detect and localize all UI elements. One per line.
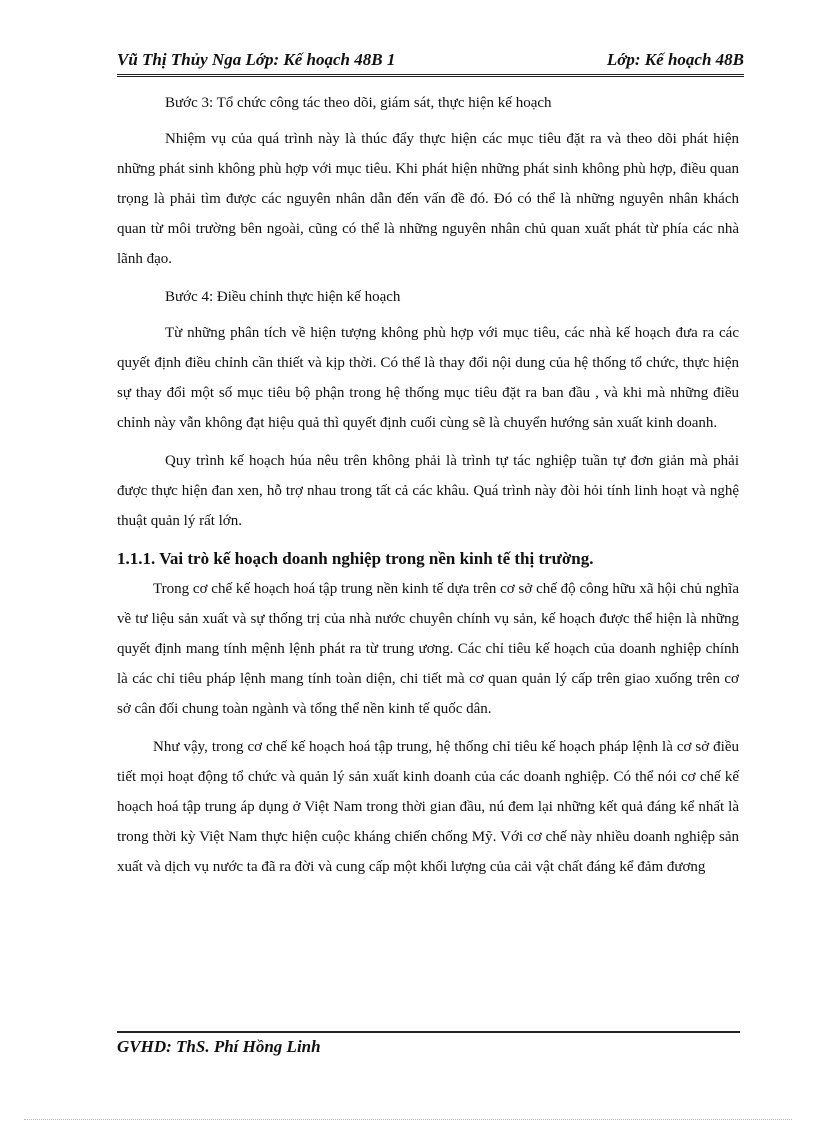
footer-supervisor: GVHD: ThS. Phí Hồng Linh [117, 1037, 321, 1056]
step-4-title: Bước 4: Điều chỉnh thực hiện kế hoạch [165, 289, 401, 305]
step-3-title: Bước 3: Tổ chức công tác theo dõi, giám sát, thực hiện kế hoạch [165, 95, 552, 111]
paragraph-5: Như vậy, trong cơ chế kế hoạch hoá tập trung, hệ thống chỉ tiêu kế hoạch pháp lệnh là cơ sở điều tiết mọi hoạt động tổ chức và quản lý sản xuất kinh doanh của các doanh nghiệp. Có thể nói cơ chế kế hoạch hoá tập trung áp dụng ở Việt Nam trong thời gian đầu, nú đem lại những kết quả đáng kể nhất là trong thời kỳ Việt Nam thực hiện cuộc kháng chiến chống Mỹ. Với cơ chế này nhiều doanh nghiệp sản xuất và dịch vụ nước ta đã ra đời và cung cấp một khối lượng của cải vật chất đáng kể đảm đương [117, 739, 739, 875]
header-author-class: Vũ Thị Thủy Nga Lớp: Kế hoạch 48B 1 [117, 50, 396, 69]
page-header [117, 48, 744, 77]
section-heading: 1.1.1. Vai trò kế hoạch doanh nghiệp trong nền kinh tế thị trường. [117, 549, 594, 568]
footer-divider [117, 1031, 740, 1033]
paragraph-4: Trong cơ chế kế hoạch hoá tập trung nền kinh tế dựa trên cơ sở chế độ công hữu xã hội chủ nghĩa về tư liệu sản xuất và sự thống trị của nhà nước chuyên chính vụ sản, kế hoạch được thể hiện là những quyết định mang tính mệnh lệnh phát ra từ trung ương. Các chỉ tiêu kế hoạch của doanh nghiệp chính là các chỉ tiêu pháp lệnh mang tính toàn diện, chi tiết mà cơ quan quản lý cấp trên giao xuống trên cơ sở cân đối chung toàn ngành và tổng thể nền kinh tế quốc dân. [117, 581, 739, 717]
document-body [117, 88, 739, 890]
page-bottom-edge [24, 1119, 792, 1120]
paragraph-3: Quy trình kế hoạch húa nêu trên không phải là trình tự tác nghiệp tuần tự đơn giản mà phải được thực hiện đan xen, hỗ trợ nhau trong tất cả các khâu. Quá trình này đòi hỏi tính linh hoạt và nghệ thuật quản lý rất lớn. [117, 453, 739, 529]
paragraph-1: Nhiệm vụ của quá trình này là thúc đẩy thực hiện các mục tiêu đặt ra và theo dõi phát hiện những phát sinh không phù hợp với mục tiêu. Khi phát hiện những phát sinh không phù hợp, điều quan trọng là phải tìm được các nguyên nhân dẫn đến vấn đề đó. Đó có thể là những nguyên nhân khách quan từ môi trường bên ngoài, cũng có thể là những nguyên nhân chủ quan xuất phát từ phía các nhà lãnh đạo. [117, 131, 739, 267]
paragraph-2: Từ những phân tích về hiện tượng không phù hợp với mục tiêu, các nhà kế hoạch đưa ra các quyết định điều chỉnh cần thiết và kịp thời. Có thể là thay đổi nội dung của hệ thống tổ chức, thực hiện sự thay đổi một số mục tiêu bộ phận trong hệ thống mục tiêu đặt ra ban đầu , và khi mà những điều chỉnh này vẫn không đạt hiệu quả thì quyết định cuối cùng sẽ là chuyển hướng sản xuất kinh doanh. [117, 325, 739, 431]
header-class: Lớp: Kế hoạch 48B [606, 50, 744, 69]
